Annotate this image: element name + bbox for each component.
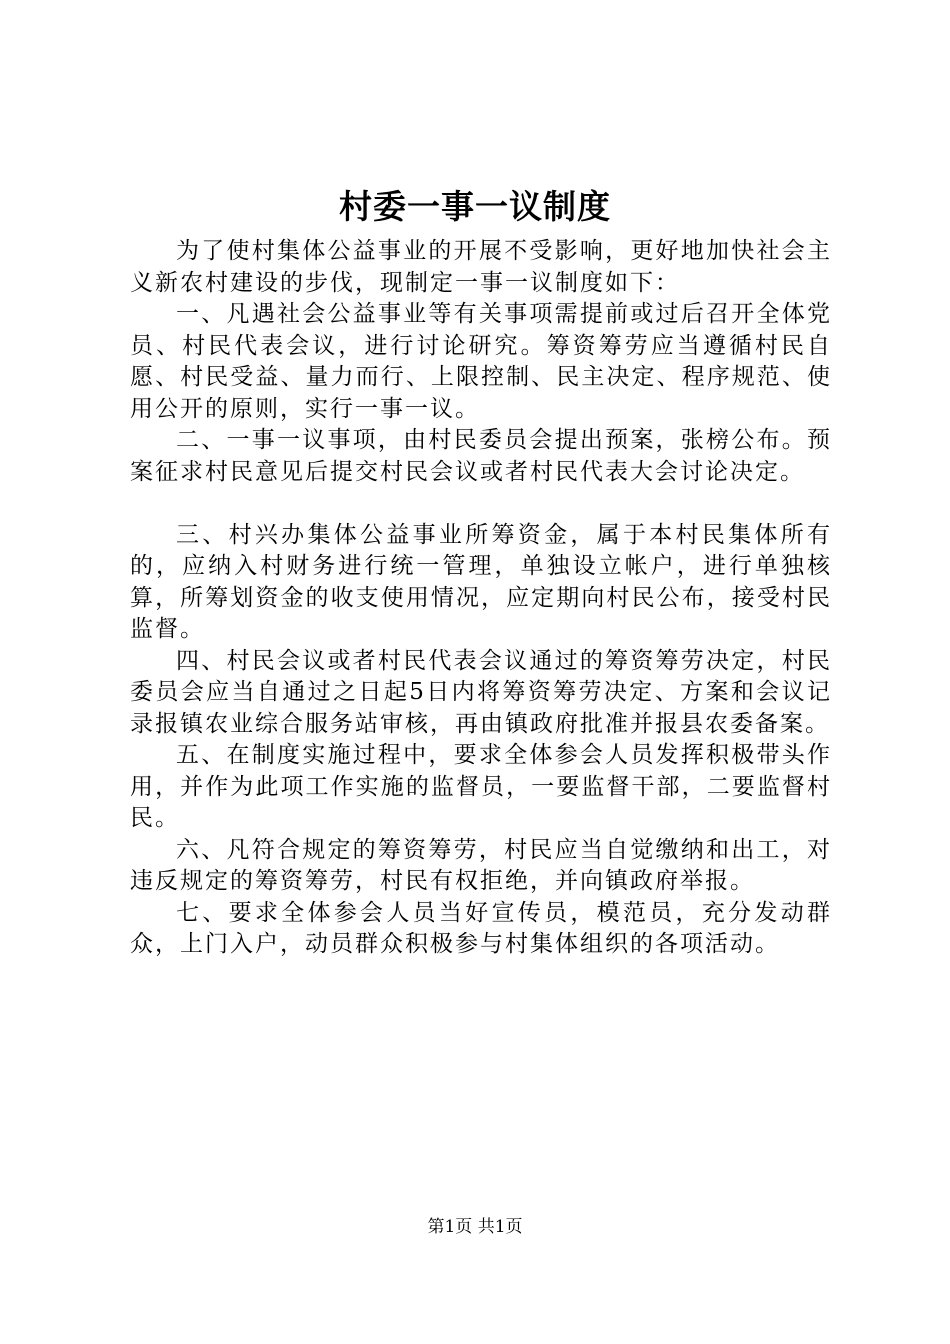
clause-6-paragraph: 六、凡符合规定的筹资筹劳，村民应当自觉缴纳和出工，对违反规定的筹资筹劳，村民有权拒绝，并向镇政府举报。 (130, 836, 832, 894)
clause-1-paragraph: 一、凡遇社会公益事业等有关事项需提前或过后召开全体党员、村民代表会议，进行讨论研究。筹资筹劳应当遵循村民自愿、村民受益、量力而行、上限控制、民主决定、程序规范、使用公开的原则，实行一事一议。 (130, 301, 832, 422)
document-title: 村委一事一议制度 (339, 187, 611, 226)
clause-5-paragraph: 五、在制度实施过程中，要求全体参会人员发挥积极带头作用，并作为此项工作实施的监督员，一要监督干部，二要监督村民。 (130, 742, 832, 831)
page-number-footer: 第1页 共1页 (427, 1217, 523, 1237)
clause-3-paragraph: 三、村兴办集体公益事业所筹资金，属于本村民集体所有的，应纳入村财务进行统一管理，单独设立帐户，进行单独核算，所筹划资金的收支使用情况，应定期向村民公布，接受村民监督。 (130, 521, 832, 642)
document-body (130, 236, 832, 961)
clause-7-paragraph: 七、要求全体参会人员当好宣传员，模范员，充分发动群众，上门入户，动员群众积极参与村集体组织的各项活动。 (130, 899, 832, 957)
clause-2-paragraph: 二、一事一议事项，由村民委员会提出预案，张榜公布。预案征求村民意见后提交村民会议或者村民代表大会讨论决定。 (130, 427, 832, 485)
clause-4-paragraph: 四、村民会议或者村民代表会议通过的筹资筹劳决定，村民委员会应当自通过之日起5日内将筹资筹劳决定、方案和会议记录报镇农业综合服务站审核，再由镇政府批准并报县农委备案。 (130, 647, 832, 737)
intro-paragraph: 为了使村集体公益事业的开展不受影响，更好地加快社会主义新农村建设的步伐，现制定一事一议制度如下： (130, 238, 832, 296)
